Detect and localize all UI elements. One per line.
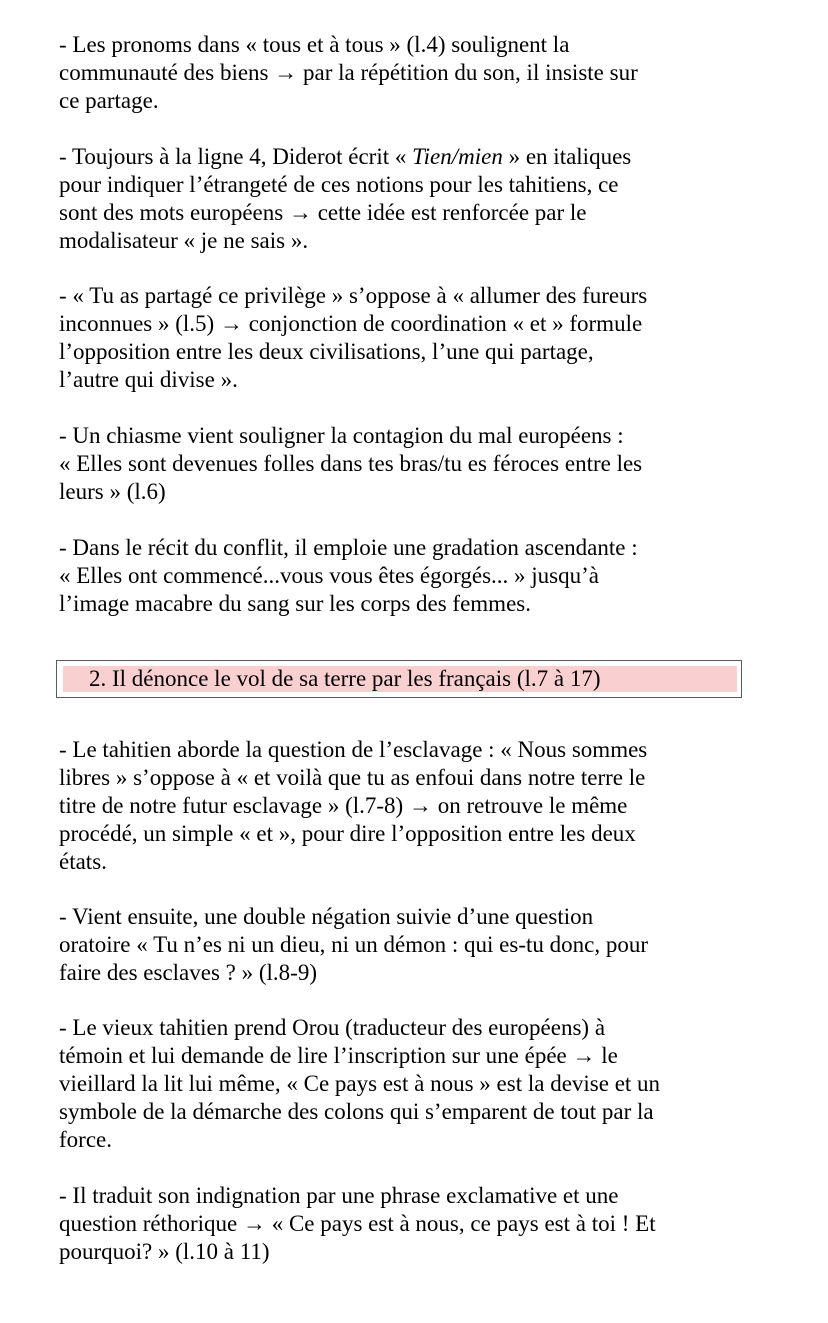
- paragraph-indignation: - Il traduit son indignation par une phrase exclamative et une question réthorique → « Ce pays est à nous, ce pays est à toi ! Et pourquoi? » (l.10 à 11): [59, 1183, 656, 1264]
- paragraph-double-negation: - Vient ensuite, une double négation suivie d’une question oratoire « Tu n’es ni un dieu, ni un démon : qui es-tu donc, pour faire des esclaves ? » (l.8-9): [59, 904, 648, 985]
- paragraph-privilege: - « Tu as partagé ce privilège » s’oppose à « allumer des fureurs inconnues » (l.5) → conjonction de coordination « et » formule l’opposition entre les deux civilisations, l’une qui partage, l’autre qui divise ».: [59, 283, 648, 392]
- paragraph-esclavage: - Le tahitien aborde la question de l’esclavage : « Nous sommes libres » s’oppose à « et voilà que tu as enfoui dans notre terre le titre de notre futur esclavage » (l.7-8) → on retrouve le même procédé, un simple « et », pour dire l’opposition entre les deux états.: [59, 737, 648, 874]
- paragraph-gradation: - Dans le récit du conflit, il emploie une gradation ascendante : « Elles ont commencé...vous vous êtes égorgés... » jusqu’à l’image macabre du sang sur les corps des femmes.: [59, 535, 638, 616]
- paragraph-pronoms: - Les pronoms dans « tous et à tous » (l.4) soulignent la communauté des biens → par la répétition du son, il insiste sur ce partage.: [59, 32, 638, 113]
- paragraph-tien-mien-after: » en italiques pour indiquer l’étrangeté de ces notions pour les tahitiens, ce sont des mots européens → cette idée est renforcée par le modalisateur « je ne sais ».: [59, 144, 632, 253]
- paragraph-tien-mien: [59, 143, 789, 255]
- paragraph-tien-mien-italic: Tien/mien: [412, 144, 503, 169]
- paragraph-orou: - Le vieux tahitien prend Orou (traducteur des européens) à témoin et lui demande de lire l’inscription sur une épée → le vieillard la lit lui même, « Ce pays est à nous » est la devise et un symbole de la démarche des colons qui s’emparent de tout par la force.: [59, 1015, 661, 1152]
- paragraph-tien-mien-before: - Toujours à la ligne 4, Diderot écrit «: [59, 144, 413, 169]
- section-heading-box: [56, 660, 742, 698]
- paragraph-chiasme: - Un chiasme vient souligner la contagion du mal européens : « Elles sont devenues folles dans tes bras/tu es féroces entre les leurs » (l.6): [59, 423, 643, 504]
- section-heading: 2. Il dénonce le vol de sa terre par les français (l.7 à 17): [89, 666, 601, 691]
